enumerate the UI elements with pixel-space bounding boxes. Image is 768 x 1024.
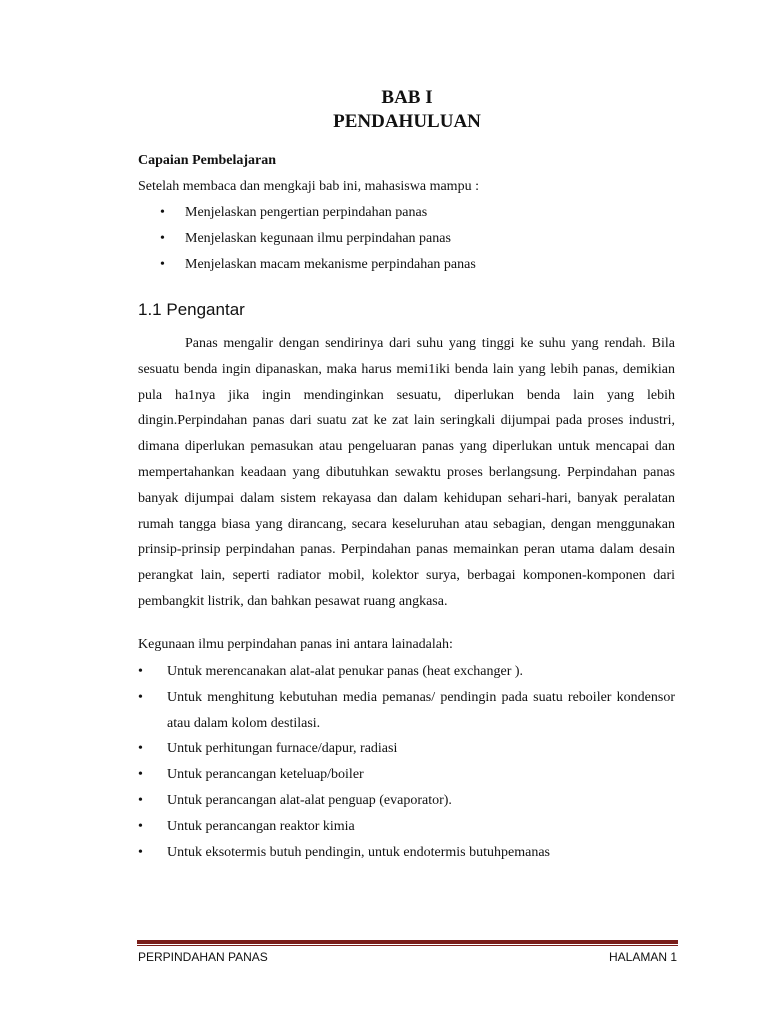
list-item bbox=[138, 229, 678, 249]
list-item-text: Menjelaskan kegunaan ilmu perpindahan panas bbox=[185, 231, 451, 246]
bullet-icon: • bbox=[160, 257, 165, 272]
uses-list bbox=[138, 659, 675, 865]
bullet-icon: • bbox=[138, 741, 143, 757]
bullet-icon: • bbox=[160, 231, 165, 246]
bullet-icon: • bbox=[138, 664, 143, 679]
learning-outcomes-heading: Capaian Pembelajaran bbox=[138, 153, 277, 168]
footer-page-number: HALAMAN 1 bbox=[608, 950, 677, 964]
list-item-text: Menjelaskan macam mekanisme perpindahan panas bbox=[185, 257, 476, 272]
learning-outcomes bbox=[138, 151, 678, 281]
bullet-icon: • bbox=[138, 767, 143, 783]
list-item-text: Untuk merencanakan alat-alat penukar panas (heat exchanger ). bbox=[167, 664, 524, 679]
list-item-text: Untuk perancangan reaktor kimia bbox=[167, 818, 355, 834]
bullet-icon: • bbox=[138, 689, 143, 705]
list-item bbox=[138, 255, 678, 275]
list-item-text: Untuk perancangan keteluap/boiler bbox=[167, 767, 364, 783]
list-item bbox=[138, 659, 675, 685]
list-item bbox=[138, 788, 675, 814]
list-item-text: Untuk perancangan alat-alat penguap (evaporator). bbox=[167, 792, 452, 808]
bullet-icon: • bbox=[138, 792, 143, 808]
chapter-label: BAB I bbox=[381, 87, 433, 108]
footer-divider-thick bbox=[137, 940, 678, 944]
list-item bbox=[138, 840, 675, 866]
section-paragraph: Panas mengalir dengan sendirinya dari suhu yang tinggi ke suhu yang rendah. Bila sesuatu benda ingin dipanaskan, maka harus memi1iki benda lain yang lebih panas, demikian pula ha1nya jika ingin mendinginkan sesuatu, diperlukan benda lain yang lebih dingin.Perpindahan panas dari suatu zat ke zat lain seringkali dijumpai pada proses industri, dimana diperlukan pemasukan atau pengeluaran panas yang diperlukan untuk mencapai dan mempertahankan keadaan yang dibutuhkan sewaktu proses berlangsung. Perpindahan panas banyak dijumpai dalam sistem rekayasa dan dalam kehidupan sehari-hari, banyak peralatan rumah tangga biasa yang dirancang, secara keseluruhan atau sebagian, dengan menggunakan prinsip-prinsip perpindahan panas. Perpindahan panas memainkan peran utama dalam desain perangkat lain, seperti radiator mobil, kolektor surya, berbagai komponen-komponen dari pembangkit listrik, dan bahkan pesawat ruang angkasa. bbox=[138, 336, 675, 609]
list-item bbox=[138, 203, 678, 223]
footer-book-title: PERPINDAHAN PANAS bbox=[138, 950, 268, 964]
list-item bbox=[138, 685, 675, 737]
bullet-icon: • bbox=[138, 844, 143, 860]
learning-outcomes-intro: Setelah membaca dan mengkaji bab ini, mahasiswa mampu : bbox=[138, 179, 479, 194]
chapter-title: PENDAHULUAN bbox=[333, 111, 481, 132]
list-item-text: Untuk menghitung kebutuhan media pemanas/ pendingin pada suatu reboiler kondensor atau dalam kolom destilasi. bbox=[167, 689, 675, 731]
bullet-icon: • bbox=[160, 205, 165, 220]
list-item-text: Menjelaskan pengertian perpindahan panas bbox=[185, 205, 428, 220]
learning-outcomes-list bbox=[138, 203, 678, 275]
list-item bbox=[138, 814, 675, 840]
list-item bbox=[138, 762, 675, 788]
page-footer bbox=[138, 948, 677, 968]
list-item-text: Untuk perhitungan furnace/dapur, radiasi bbox=[167, 741, 398, 757]
list-item bbox=[138, 736, 675, 762]
uses-intro: Kegunaan ilmu perpindahan panas ini antara lainadalah: bbox=[138, 637, 453, 652]
footer-divider-thin bbox=[137, 945, 678, 946]
section-title: 1.1 Pengantar bbox=[138, 300, 245, 319]
bullet-icon: • bbox=[138, 818, 143, 834]
list-item-text: Untuk eksotermis butuh pendingin, untuk endotermis butuhpemanas bbox=[167, 844, 551, 860]
